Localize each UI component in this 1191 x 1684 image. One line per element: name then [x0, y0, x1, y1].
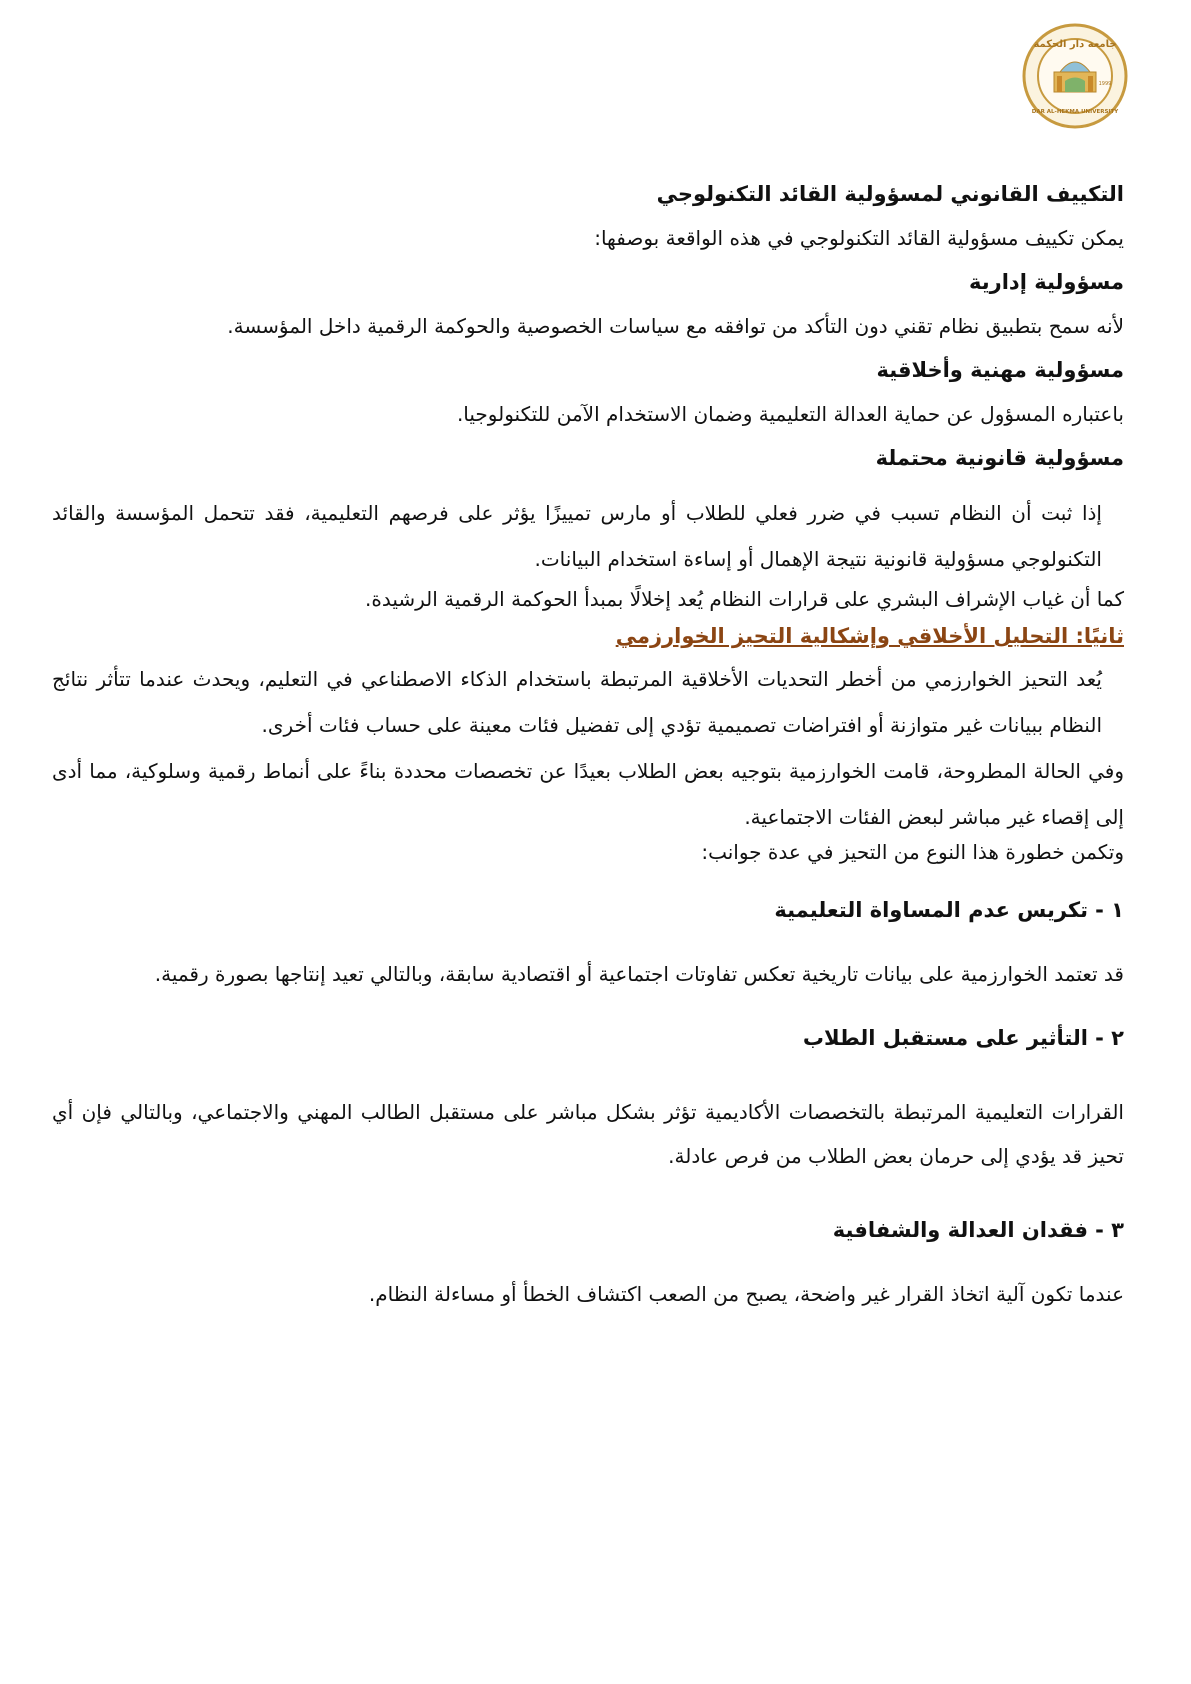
heading-professional: مسؤولية مهنية وأخلاقية: [876, 358, 1124, 382]
paragraph-professional: باعتباره المسؤول عن حماية العدالة التعليمية وضمان الاستخدام الآمن للتكنولوجيا.: [456, 402, 1124, 426]
heading-legal: مسؤولية قانونية محتملة: [875, 446, 1124, 470]
intro-paragraph: يمكن تكييف مسؤولية القائد التكنولوجي في هذه الواقعة بوصفها:: [594, 226, 1124, 250]
item-text-3: عندما تكون آلية اتخاذ القرار غير واضحة، يصبح من الصعب اكتشاف الخطأ أو مساءلة النظام.: [368, 1282, 1124, 1306]
svg-text:1999: 1999: [1098, 81, 1112, 87]
paragraph-algorithmic-bias: يُعد التحيز الخوارزمي من أخطر التحديات الأخلاقية المرتبطة باستخدام الذكاء الاصطناعي في التعليم، ويحدث عندما تتأثر نتائج النظام ببيانات غير متوازنة أو افتراضات تصميمية تؤدي إلى تفضيل فئات معينة على حساب فئات أخرى.: [52, 667, 1102, 737]
item-heading-2: [52, 1026, 1124, 1050]
paragraph-administrative: لأنه سمح بتطبيق نظام تقني دون التأكد من توافقه مع سياسات الخصوصية والحوكمة الرقمية داخل المؤسسة.: [227, 314, 1124, 338]
paragraph-dangers: وتكمن خطورة هذا النوع من التحيز في عدة جوانب:: [701, 840, 1124, 864]
heading-ethical-analysis: ثانيًا: التحليل الأخلاقي وإشكالية التحيز الخوارزمي: [615, 624, 1124, 648]
document-body: [52, 182, 1124, 1306]
svg-text:DAR AL-HEKMA UNIVERSITY: DAR AL-HEKMA UNIVERSITY: [1031, 109, 1119, 115]
item-text-2: القرارات التعليمية المرتبطة بالتخصصات الأكاديمية تؤثر بشكل مباشر على مستقبل الطالب المهني والاجتماعي، وبالتالي فإن أي تحيز قد يؤدي إلى حرمان بعض الطلاب من فرص عادلة.: [52, 1100, 1124, 1168]
heading-legal-adaptation: التكييف القانوني لمسؤولية القائد التكنولوجي: [656, 182, 1124, 206]
item-heading-text: تكريس عدم المساواة التعليمية: [774, 898, 1088, 922]
paragraph-legal: إذا ثبت أن النظام تسبب في ضرر فعلي للطلاب أو مارس تمييزًا يؤثر على فرصهم التعليمية، فقد تتحمل المؤسسة والقائد التكنولوجي مسؤولية قانونية نتيجة الإهمال أو إساءة استخدام البيانات.: [52, 501, 1102, 571]
university-logo: [1021, 22, 1129, 130]
paragraph-case: وفي الحالة المطروحة، قامت الخوارزمية بتوجيه بعض الطلاب بعيدًا عن تخصصات محددة بناءً على أنماط رقمية وسلوكية، مما أدى إلى إقصاء غير مباشر لبعض الفئات الاجتماعية.: [52, 759, 1124, 829]
paragraph-supervision: كما أن غياب الإشراف البشري على قرارات النظام يُعد إخلالًا بمبدأ الحوكمة الرقمية الرشيدة.: [364, 587, 1124, 611]
svg-text:جامعة دار الحكمة: جامعة دار الحكمة: [1033, 39, 1117, 50]
item-number: ١ -: [1095, 898, 1124, 922]
item-text-1: قد تعتمد الخوارزمية على بيانات تاريخية تعكس تفاوتات اجتماعية أو اقتصادية سابقة، وبالتالي تعيد إنتاجها بصورة رقمية.: [154, 962, 1124, 986]
item-heading-1: [52, 898, 1124, 922]
heading-administrative: مسؤولية إدارية: [969, 270, 1124, 294]
item-number: ٢ -: [1095, 1026, 1124, 1050]
item-number: ٣ -: [1095, 1218, 1124, 1242]
item-heading-text: فقدان العدالة والشفافية: [832, 1218, 1088, 1242]
item-heading-3: [52, 1218, 1124, 1242]
item-heading-text: التأثير على مستقبل الطلاب: [802, 1026, 1088, 1050]
